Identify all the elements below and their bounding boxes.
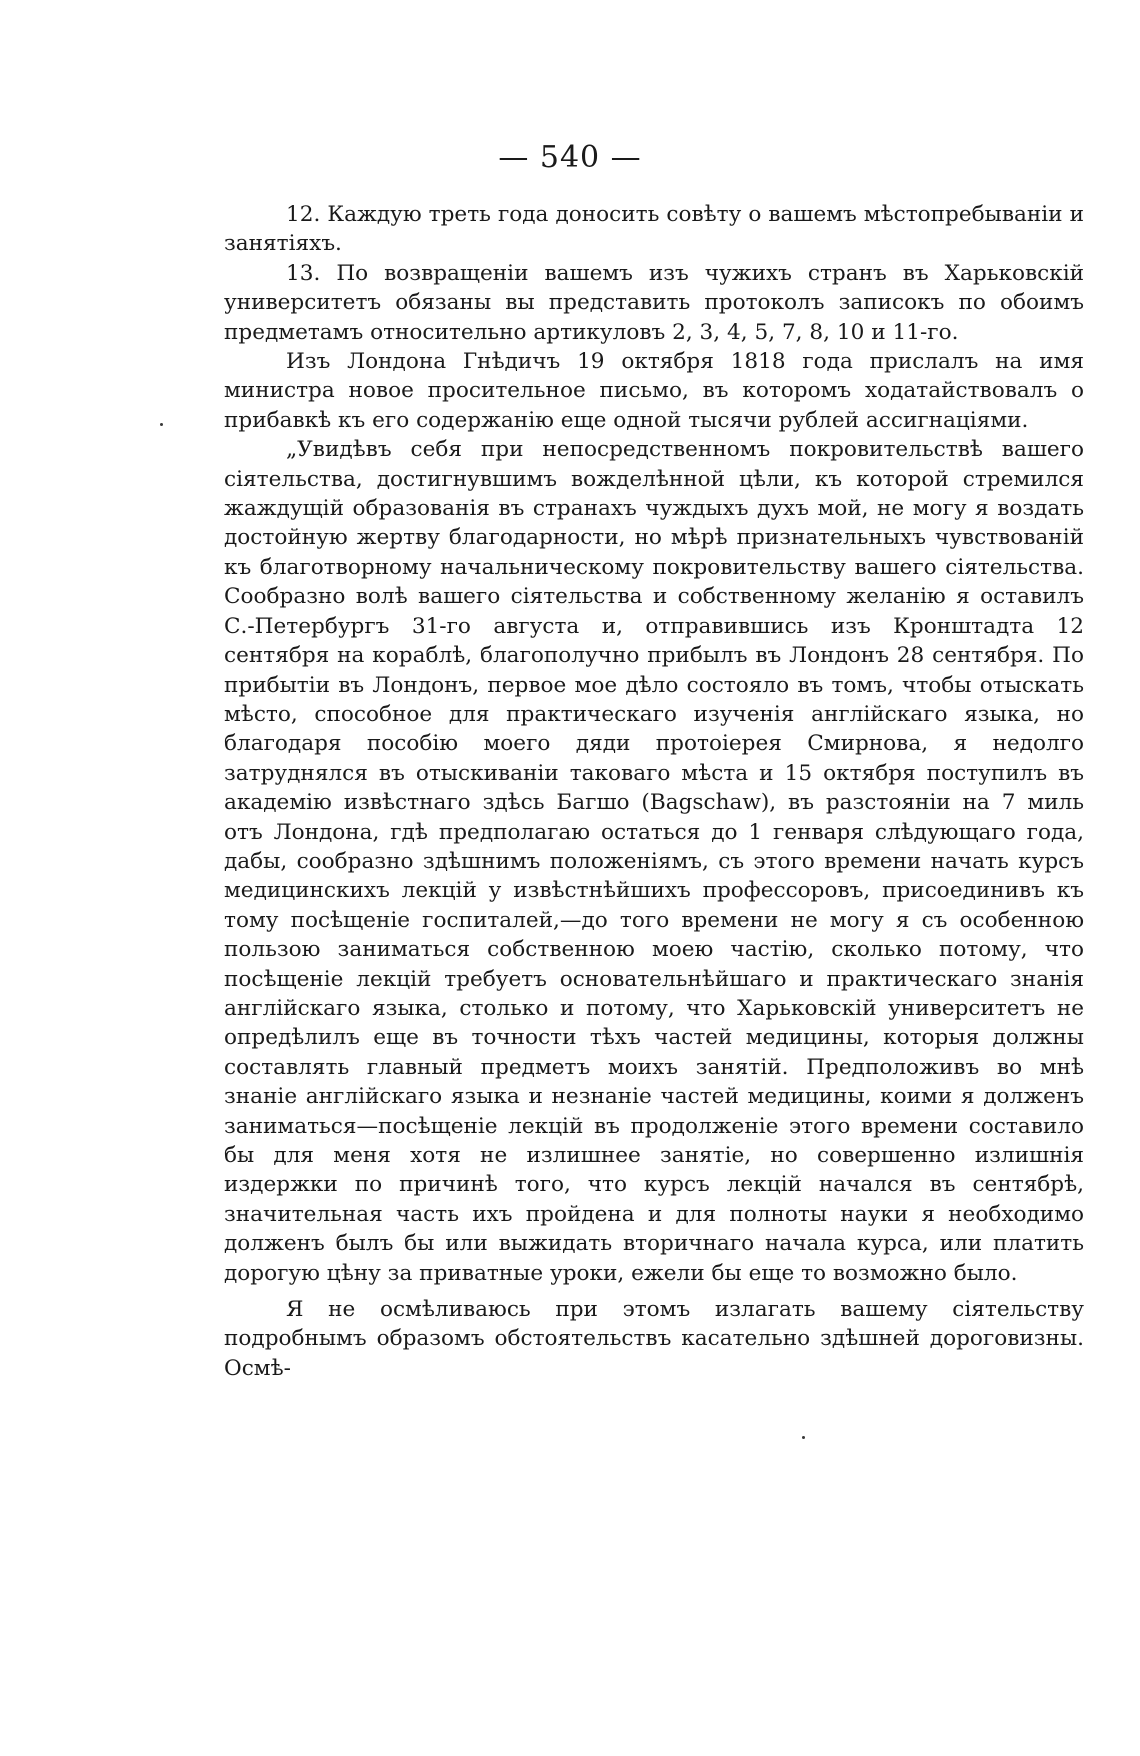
page-number: — 540 — [498,140,642,175]
scan-speck-right [802,1436,805,1439]
document-body [224,200,1084,1383]
paragraph-article-12: 12. Каждую треть года доносить совѣту о вашемъ мѣстопребываніи и занятіяхъ. [224,202,1084,257]
paragraph-closing: Я не осмѣливаюсь при этомъ излагать вашему сіятельству подробнымъ образомъ обстоятельствъ касательно здѣшней дороговизны. Осмѣ- [224,1297,1084,1381]
scan-speck-left [160,423,163,426]
paragraph-london-letter: Изъ Лондона Гнѣдичъ 19 октября 1818 года прислалъ на имя министра новое просительное письмо, въ которомъ ходатайствовалъ о прибавкѣ къ его содержанію еще одной тысячи рублей ассигнаціями. [224,349,1084,433]
paragraph-quoted-letter: „Увидѣвъ себя при непосредственномъ покровительствѣ вашего сіятельства, достигнувшимъ вожделѣнной цѣли, къ которой стремился жаждущій образованія въ странахъ чуждыхъ духъ мой, не могу я воздать достойную жертву благодарности, но мѣрѣ признательныхъ чувствованій къ благотворному начальническому покровительству вашего сіятельства. Сообразно волѣ вашего сіятельства и собственному желанію я оставилъ С.-Петербургъ 31-го августа и, отправившись изъ Кронштадта 12 сентября на кораблѣ, благополучно прибылъ въ Лондонъ 28 сентября. По прибытіи въ Лондонъ, первое мое дѣло состояло въ томъ, чтобы отыскать мѣсто, способное для практическаго изученія англійскаго языка, но благодаря пособію моего дяди протоіерея Смирнова, я недолго затруднялся въ отыскиваніи таковаго мѣста и 15 октября поступилъ въ академію извѣстнаго здѣсь Багшо (Bagschaw), въ разстояніи на 7 миль отъ Лондона, гдѣ предполагаю остаться до 1 генваря слѣдующаго года, дабы, сообразно здѣшнимъ положеніямъ, съ этого времени начать курсъ медицинскихъ лекцій у извѣстнѣйшихъ профессоровъ, присоединивъ къ тому посѣщеніе госпиталей,—до того времени не могу я съ особенною пользою заниматься собственною моею частію, сколько потому, что посѣщеніе лекцій требуетъ основательнѣйшаго и практическаго знанія англійскаго языка, столько и потому, что Харьковскій университетъ не опредѣлилъ еще въ точности тѣхъ частей медицины, которыя должны составлять главный предметъ моихъ занятій. Предположивъ во мнѣ знаніе англійскаго языка и незнаніе частей медицины, коими я долженъ заниматься—посѣщеніе лекцій въ продолженіе этого времени составило бы для меня хотя не излишнее занятіе, но совершенно излишнія издержки по причинѣ того, что курсъ лекцій начался въ сентябрѣ, значительная часть ихъ пройдена и для полноты науки я необходимо долженъ былъ бы или выжидать вторичнаго начала курса, или платить дорогую цѣну за приватные уроки, ежели бы еще то возможно было. [224,437,1084,1286]
paragraph-article-13: 13. По возвращеніи вашемъ изъ чужихъ странъ въ Харьковскій университетъ обязаны вы представить протоколъ записокъ по обоимъ предметамъ относительно артикуловъ 2, 3, 4, 5, 7, 8, 10 и 11-го. [224,260,1084,345]
